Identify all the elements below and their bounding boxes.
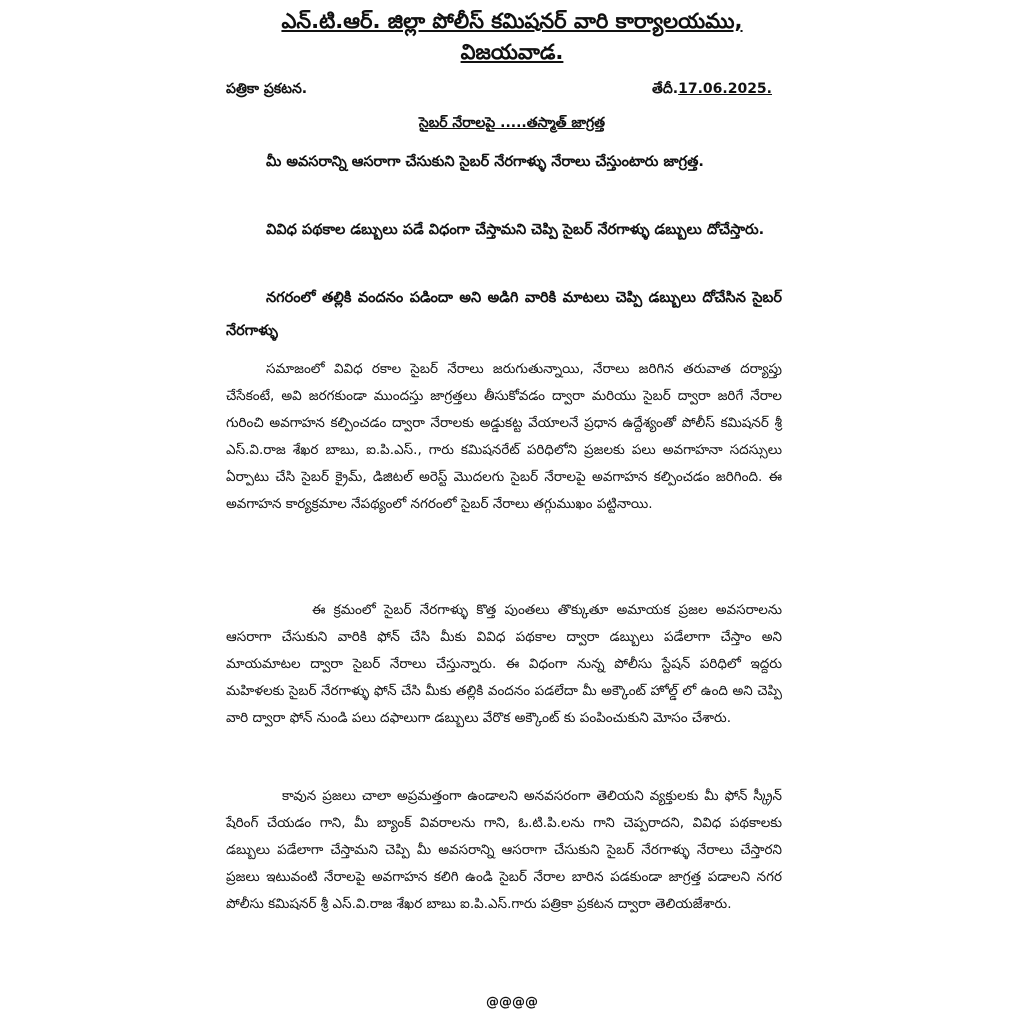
office-city: విజయవాడ. [460,40,564,64]
highlight-paragraph: వివిధ పథకాల డబ్బులు పడే విధంగా చేస్తామని చెప్పి సైబర్ నేరగాళ్ళు డబ్బులు దోచేస్తారు. [266,222,765,238]
date-prefix: తేదీ. [652,81,679,97]
body-paragraph: సమాజంలో వివిధ రకాల సైబర్ నేరాలు జరుగుతున్నాయి, నేరాలు జరిగిన తరువాత దర్యాప్తు చేసేకంటే, అవి జరగకుండా ముందస్తు జాగ్రత్తలు తీసుకోవడం ద్వారా మరియు సైబర్ ద్వారా జరిగే నేరాల గురించి అవగాహన కల్పించడం ద్వారా నేరాలకు అడ్డుకట్ట వేయాలనే ప్రధాన ఉద్దేశ్యంతో పోలీస్ కమిషనర్ శ్రీ ఎస్.వి.రాజ శేఖర బాబు, ఐ.పి.ఎస్., గారు కమిషనరేట్ పరిధిలోని ప్రజలకు పలు అవగాహనా సదస్సులు ఏర్పాటు చేసి సైబర్ క్రైమ్, డిజిటల్ అరెస్ట్ మొదలగు సైబర్ నేరాలపై అవగాహన కల్పించడం జరిగింది. ఈ అవగాహన కార్యక్రమాల నేపథ్యంలో నగరంలో సైబర్ నేరాలు తగ్గుముఖం పట్టినాయి. [226,361,782,512]
subheading: సైబర్ నేరాలపై .....తస్మాత్ జాగ్రత్త [418,115,606,131]
office-title: ఎన్.టి.ఆర్. జిల్లా పోలీస్ కమిషనర్ వారి కార్యాలయము, [281,9,743,33]
end-mark: @@@@ [486,995,538,1010]
highlight-paragraph: నగరంలో తల్లికి వందనం పడిందా అని అడిగి వారికి మాటలు చెప్పి డబ్బులు దోచేసిన సైబర్ నేరగాళ్ళు [226,290,782,339]
highlight-paragraph: మీ అవసరాన్ని ఆసరాగా చేసుకుని సైబర్ నేరగాళ్ళు నేరాలు చేస్తుంటారు జాగ్రత్త. [266,154,704,170]
press-release-label: పత్రికా ప్రకటన. [226,81,308,97]
date-value: 17.06.2025. [678,81,772,97]
body-paragraph: ఈ క్రమంలో సైబర్ నేరగాళ్ళు కొత్త పుంతలు తొక్కుతూ అమాయక ప్రజల అవసరాలను ఆసరాగా చేసుకుని వారికి ఫోన్ చేసి మీకు వివిధ పథకాల ద్వారా డబ్బులు పడేలాగా చేస్తాం అని మాయమాటల ద్వారా సైబర్ నేరాలు చేస్తున్నారు. ఈ విధంగా నున్న పోలీసు స్టేషన్ పరిధిలో ఇద్దరు మహిళలకు సైబర్ నేరగాళ్ళు ఫోన్ చేసి మీకు తల్లికి వందనం పడలేదా మీ అక్కౌంట్ హోల్డ్ లో ఉంది అని చెప్పి వారి ద్వారా ఫోన్ నుండి పలు దఫాలుగా డబ్బులు వేరొక అక్కౌంట్ కు పంపించుకుని మోసం చేశారు. [226,602,782,726]
body-paragraph: కావున ప్రజలు చాలా అప్రమత్తంగా ఉండాలని అనవసరంగా తెలియని వ్యక్తులకు మీ ఫోన్ స్క్రీన్ షేరింగ్ చేయడం గాని, మీ బ్యాంక్ వివరాలను గాని, ఓ.టి.పి.లను గాని చెప్పరాదని, వివిధ పథకాలకు డబ్బులు పడేలాగా చేస్తామని చెప్పి మీ అవసరాన్ని ఆసరాగా చేసుకుని సైబర్ నేరగాళ్ళు నేరాలు చేస్తారని ప్రజలు ఇటువంటి నేరాలపై అవగాహన కలిగి ఉండి సైబర్ నేరాల బారిన పడకుండా జాగ్రత్త పడాలని నగర పోలీసు కమిషనర్ శ్రీ ఎస్.వి.రాజ శేఖర బాబు ఐ.పి.ఎస్.గారు పత్రికా ప్రకటన ద్వారా తెలియజేశారు. [226,788,782,912]
release-date [652,78,772,100]
